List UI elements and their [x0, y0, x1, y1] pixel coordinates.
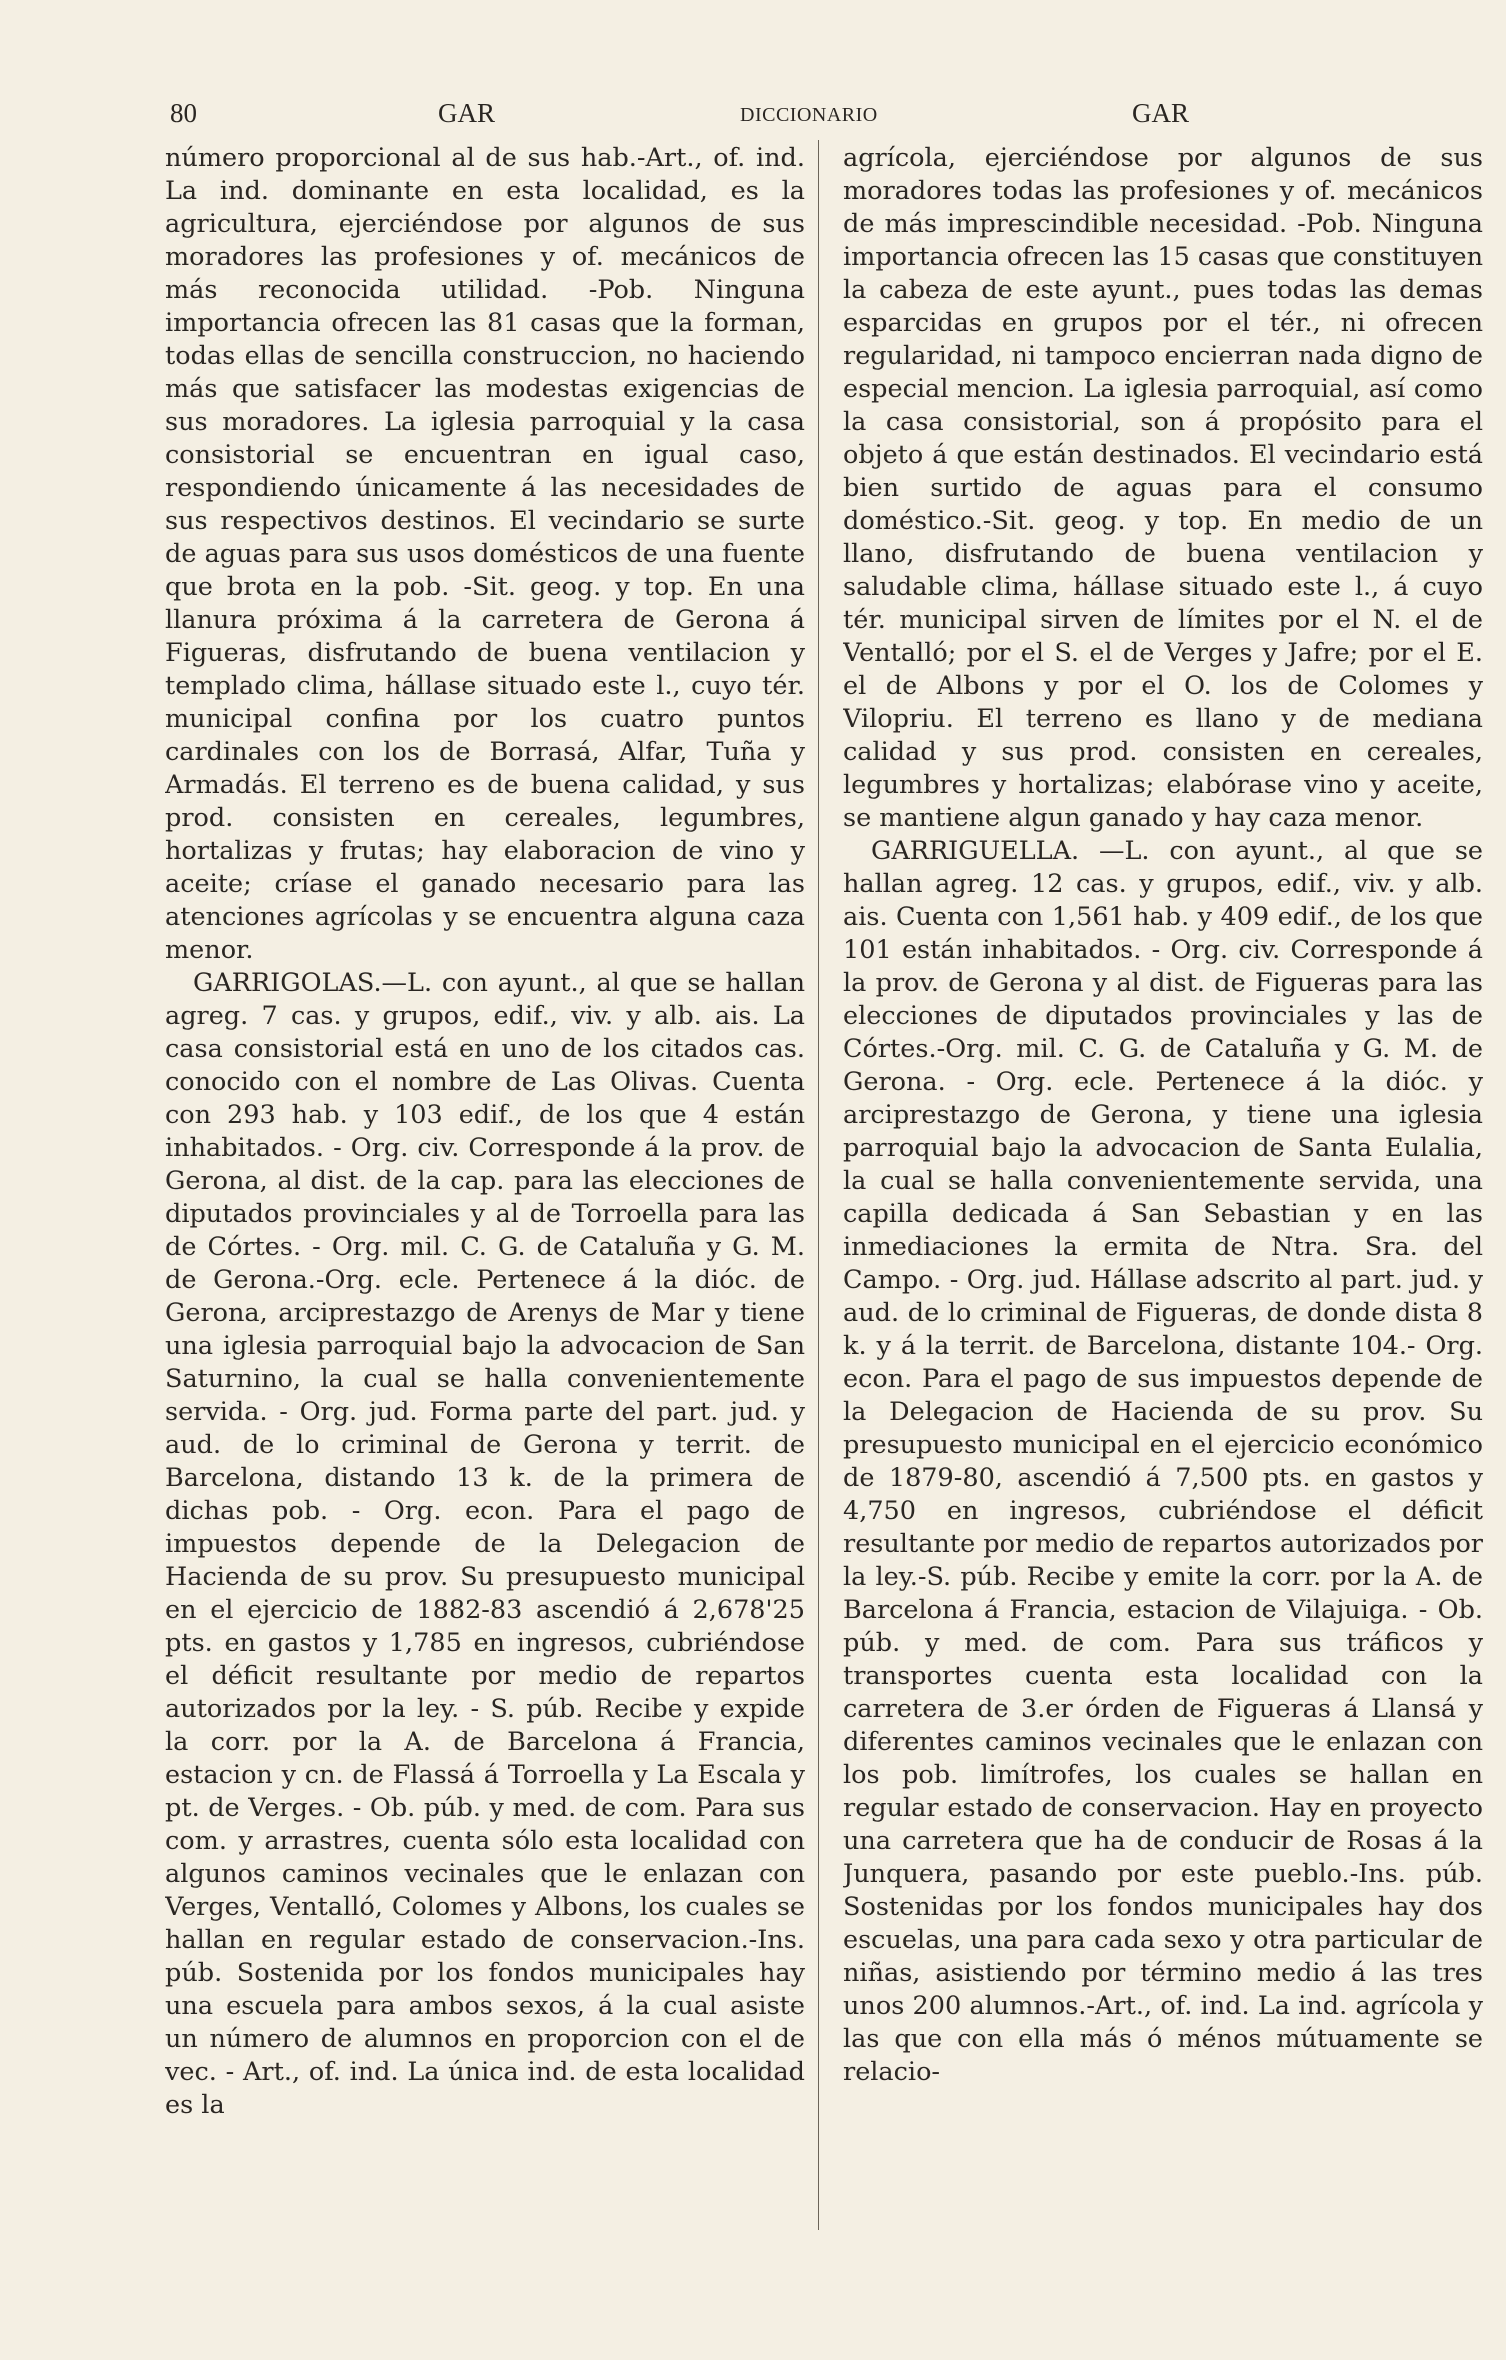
left-column	[165, 142, 805, 2222]
right-column	[843, 142, 1483, 2222]
header-right-word: GAR	[1132, 98, 1190, 128]
header-title: DICCIONARIO	[740, 104, 878, 126]
entry-garrigolas: GARRIGOLAS.—L. con ayunt., al que se hallan agreg. 7 cas. y grupos, edif., viv. y alb. ais. La casa consistorial está en uno de los citados cas. conocido con el nombre de Las Olivas. Cuenta con 293 hab. y 103 edif., de los que 4 están inhabitados. - Org. civ. Corresponde á la prov. de Gerona, al dist. de la cap. para las elecciones de diputados provinciales y al de Torroella para las de Córtes. - Org. mil. C. G. de Cataluña y G. M. de Gerona.-Org. ecle. Pertenece á la dióc. de Gerona, arciprestazgo de Arenys de Mar y tiene una iglesia parroquial bajo la advocacion de San Saturnino, la cual se halla convenientemente servida. - Org. jud. Forma parte del part. jud. y aud. de lo criminal de Gerona y territ. de Barcelona, distando 13 k. de la primera de dichas pob. - Org. econ. Para el pago de impuestos depende de la Delegacion de Hacienda de su prov. Su presupuesto municipal en el ejercicio de 1882-83 ascendió á 2,678'25 pts. en gastos y 1,785 en ingresos, cubriéndose el déficit resultante por medio de repartos autorizados por la ley. - S. púb. Recibe y expide la corr. por la A. de Barcelona á Francia, estacion y cn. de Flassá á Torroella y La Escala y pt. de Verges. - Ob. púb. y med. de com. Para sus com. y arrastres, cuenta sólo esta localidad con algunos caminos vecinales que le enlazan con Verges, Ventalló, Colomes y Albons, los cuales se hallan en regular estado de conservacion.-Ins. púb. Sostenida por los fondos municipales hay una escuela para ambos sexos, á la cual asiste un número de alumnos en proporcion con el de vec. - Art., of. ind. La única ind. de esta localidad es la	[165, 968, 805, 2120]
left-paragraph-continuation: número proporcional al de sus hab.-Art., of. ind. La ind. dominante en esta localidad, es la agricultura, ejerciéndose por algunos de sus moradores las profesiones y of. mecánicos de más reconocida utilidad. -Pob. Ninguna importancia ofrecen las 81 casas que la forman, todas ellas de sencilla construccion, no haciendo más que satisfacer las modestas exigencias de sus moradores. La iglesia parroquial y la casa consistorial se encuentran en igual caso, respondiendo únicamente á las necesidades de sus respectivos destinos. El vecindario se surte de aguas para sus usos domésticos de una fuente que brota en la pob. -Sit. geog. y top. En una llanura próxima á la carretera de Gerona á Figueras, disfrutando de buena ventilacion y templado clima, hállase situado este l., cuyo tér. municipal confina por los cuatro puntos cardinales con los de Borrasá, Alfar, Tuña y Armadás. El terreno es de buena calidad, y sus prod. consisten en cereales, legumbres, hortalizas y frutas; hay elaboracion de vino y aceite; críase el ganado necesario para las atenciones agrícolas y se encuentra alguna caza menor.	[165, 143, 805, 965]
header-left-word: GAR	[438, 98, 496, 128]
page-header	[0, 98, 1506, 138]
right-paragraph-continuation: agrícola, ejerciéndose por algunos de sus moradores todas las profesiones y of. mecánicos de más imprescindible necesidad. -Pob. Ninguna importancia ofrecen las 15 casas que constituyen la cabeza de este ayunt., pues todas las demas esparcidas en grupos por el tér., ni ofrecen regularidad, ni tampoco encierran nada digno de especial mencion. La iglesia parroquial, así como la casa consistorial, son á propósito para el objeto á que están destinados. El vecindario está bien surtido de aguas para el consumo doméstico.-Sit. geog. y top. En medio de un llano, disfrutando de buena ventilacion y saludable clima, hállase situado este l., á cuyo tér. municipal sirven de límites por el N. el de Ventalló; por el S. el de Verges y Jafre; por el E. el de Albons y por el O. los de Colomes y Vilopriu. El terreno es llano y de mediana calidad y sus prod. consisten en cereales, legumbres y hortalizas; elabórase vino y aceite, se mantiene algun ganado y hay caza menor.	[843, 143, 1483, 833]
entry-garriguella: GARRIGUELLA. —L. con ayunt., al que se hallan agreg. 12 cas. y grupos, edif., viv. y alb. ais. Cuenta con 1,561 hab. y 409 edif., de los que 101 están inhabitados. - Org. civ. Corresponde á la prov. de Gerona y al dist. de Figueras para las elecciones de diputados provinciales y las de Córtes.-Org. mil. C. G. de Cataluña y G. M. de Gerona. - Org. ecle. Pertenece á la dióc. y arciprestazgo de Gerona, y tiene una iglesia parroquial bajo la advocacion de Santa Eulalia, la cual se halla convenientemente servida, una capilla dedicada á San Sebastian y en las inmediaciones la ermita de Ntra. Sra. del Campo. - Org. jud. Hállase adscrito al part. jud. y aud. de lo criminal de Figueras, de donde dista 8 k. y á la territ. de Barcelona, distante 104.- Org. econ. Para el pago de sus impuestos depende de la Delegacion de Hacienda de su prov. Su presupuesto municipal en el ejercicio económico de 1879-80, ascendió á 7,500 pts. en gastos y 4,750 en ingresos, cubriéndose el déficit resultante por medio de repartos autorizados por la ley.-S. púb. Recibe y emite la corr. por la A. de Barcelona á Francia, estacion de Vilajuiga. - Ob. púb. y med. de com. Para sus tráficos y transportes cuenta esta localidad con la carretera de 3.er órden de Figueras á Llansá y diferentes caminos vecinales que le enlazan con los pob. limítrofes, los cuales se hallan en regular estado de conservacion. Hay en proyecto una carretera que ha de conducir de Rosas á la Junquera, pasando por este pueblo.-Ins. púb. Sostenidas por los fondos municipales hay dos escuelas, una para cada sexo y otra particular de niñas, asistiendo por término medio á las tres unos 200 alumnos.-Art., of. ind. La ind. agrícola y las que con ella más ó ménos mútuamente se relacio-	[843, 836, 1483, 2087]
column-divider	[818, 140, 819, 2230]
page-number: 80	[170, 98, 197, 128]
